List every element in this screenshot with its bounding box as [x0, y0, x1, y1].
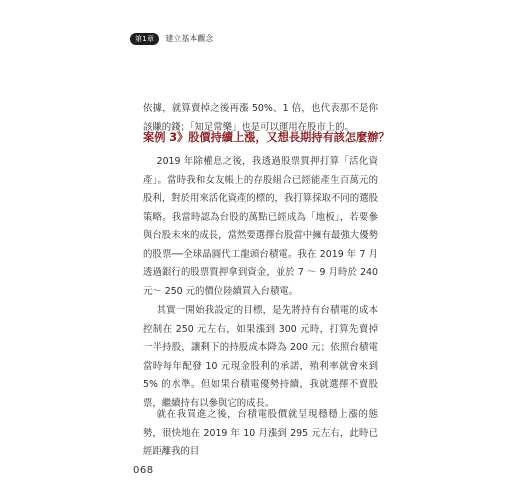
section-heading: 案例 3》股價持續上漲，又想長期持有該怎麼辦？ [143, 131, 390, 144]
chapter-badge: 第1章 [130, 33, 159, 45]
paragraph-continuation: 依據，就算賣掉之後再漲 50%、1 倍，也代表那不是你該賺的錢；「知足常樂」也是可以運用在股市上的。 [143, 103, 378, 133]
page-number: 068 [133, 465, 154, 476]
chapter-title: 建立基本觀念 [165, 34, 214, 43]
running-header [130, 32, 213, 46]
paragraph-price-rise: 就在我買進之後，台積電股價就呈現穩穩上漲的態勢，很快地在 2019 年 10 月漲到 295 元左右，此時已經距離我的目 [143, 409, 378, 457]
paragraph-case-intro: 2019 年除權息之後，我透過股票質押打算「活化資產」。當時我和女友帳上的存股組合已經能產生百萬元的股利，對於用來活化資產的標的，我打算採取不同的選股策略。我當時認為台股的萬點已經成為「地板」，若要參與台股未來的成長，當然要選擇台股當中擁有最強大優勢的股票──全球晶圓代工龍頭台積電。我在 2019 年 7 月透過銀行的股票質押拿到資金，並於 7 ～ 9 月時於 240 元～ 250 元的價位陸續買入台積電。 [143, 156, 378, 297]
paragraph-target-plan: 其實一開始我設定的目標，是先將持有台積電的成本控制在 250 元左右，如果漲到 300 元時，打算先賣掉一半持股，讓剩下的持股成本降為 200 元；依照台積電當時每年配發 10 元現金股利的承諾，殖利率就會來到 5% 的水準。但如果台積電優勢持續，我就選擇不賣股票，繼續持有以參與它的成長。 [143, 305, 378, 409]
